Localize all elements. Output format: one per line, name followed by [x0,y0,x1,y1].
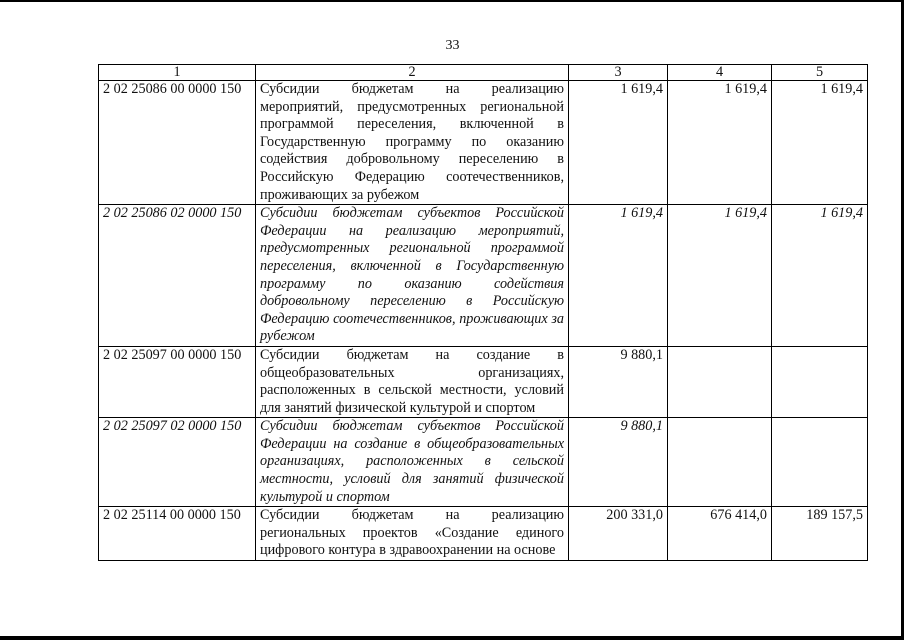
value-col3: 1 619,4 [569,205,668,347]
budget-code: 2 02 25086 02 0000 150 [99,205,256,347]
budget-code: 2 02 25114 00 0000 150 [99,507,256,561]
row-description: Субсидии бюджетам на создание в общеобразовательных организациях, расположенных в сельской местности, условий для занятий физической культурой и спортом [256,346,569,417]
column-header: 3 [569,65,668,81]
row-description: Субсидии бюджетам на реализацию региональных проектов «Создание единого цифрового контура в здравоохранении на основе [256,507,569,561]
value-col4: 1 619,4 [668,81,772,205]
value-col4 [668,346,772,417]
column-header: 4 [668,65,772,81]
value-col5: 1 619,4 [772,205,868,347]
value-col4: 676 414,0 [668,507,772,561]
value-col5: 1 619,4 [772,81,868,205]
column-header: 2 [256,65,569,81]
column-header: 5 [772,65,868,81]
value-col5 [772,346,868,417]
budget-code: 2 02 25086 00 0000 150 [99,81,256,205]
value-col4: 1 619,4 [668,205,772,347]
table-header-row [99,65,868,81]
table-row [99,507,868,561]
value-col3: 1 619,4 [569,81,668,205]
value-col3: 9 880,1 [569,418,668,507]
table-row [99,346,868,417]
column-header: 1 [99,65,256,81]
row-description: Субсидии бюджетам субъектов Российской Федерации на создание в общеобразовательных организациях, расположенных в сельской местности, условий для занятий физической культурой и спортом [256,418,569,507]
budget-code: 2 02 25097 00 0000 150 [99,346,256,417]
row-description: Субсидии бюджетам субъектов Российской Федерации на реализацию мероприятий, предусмотренных региональной программой переселения, включенной в Государственную программу по оказанию содействия добровольному переселению в Российскую Федерацию соотечественников, проживающих за рубежом [256,205,569,347]
value-col4 [668,418,772,507]
value-col3: 200 331,0 [569,507,668,561]
table-row [99,81,868,205]
value-col5: 189 157,5 [772,507,868,561]
page-number: 33 [445,38,460,53]
budget-table [98,64,868,561]
table-row [99,205,868,347]
budget-code: 2 02 25097 02 0000 150 [99,418,256,507]
row-description: Субсидии бюджетам на реализацию мероприятий, предусмотренных региональной программой переселения, включенной в Государственную программу по оказанию содействия добровольному переселению в Российскую Федерацию соотечественников, проживающих за рубежом [256,81,569,205]
value-col5 [772,418,868,507]
value-col3: 9 880,1 [569,346,668,417]
table-row [99,418,868,507]
